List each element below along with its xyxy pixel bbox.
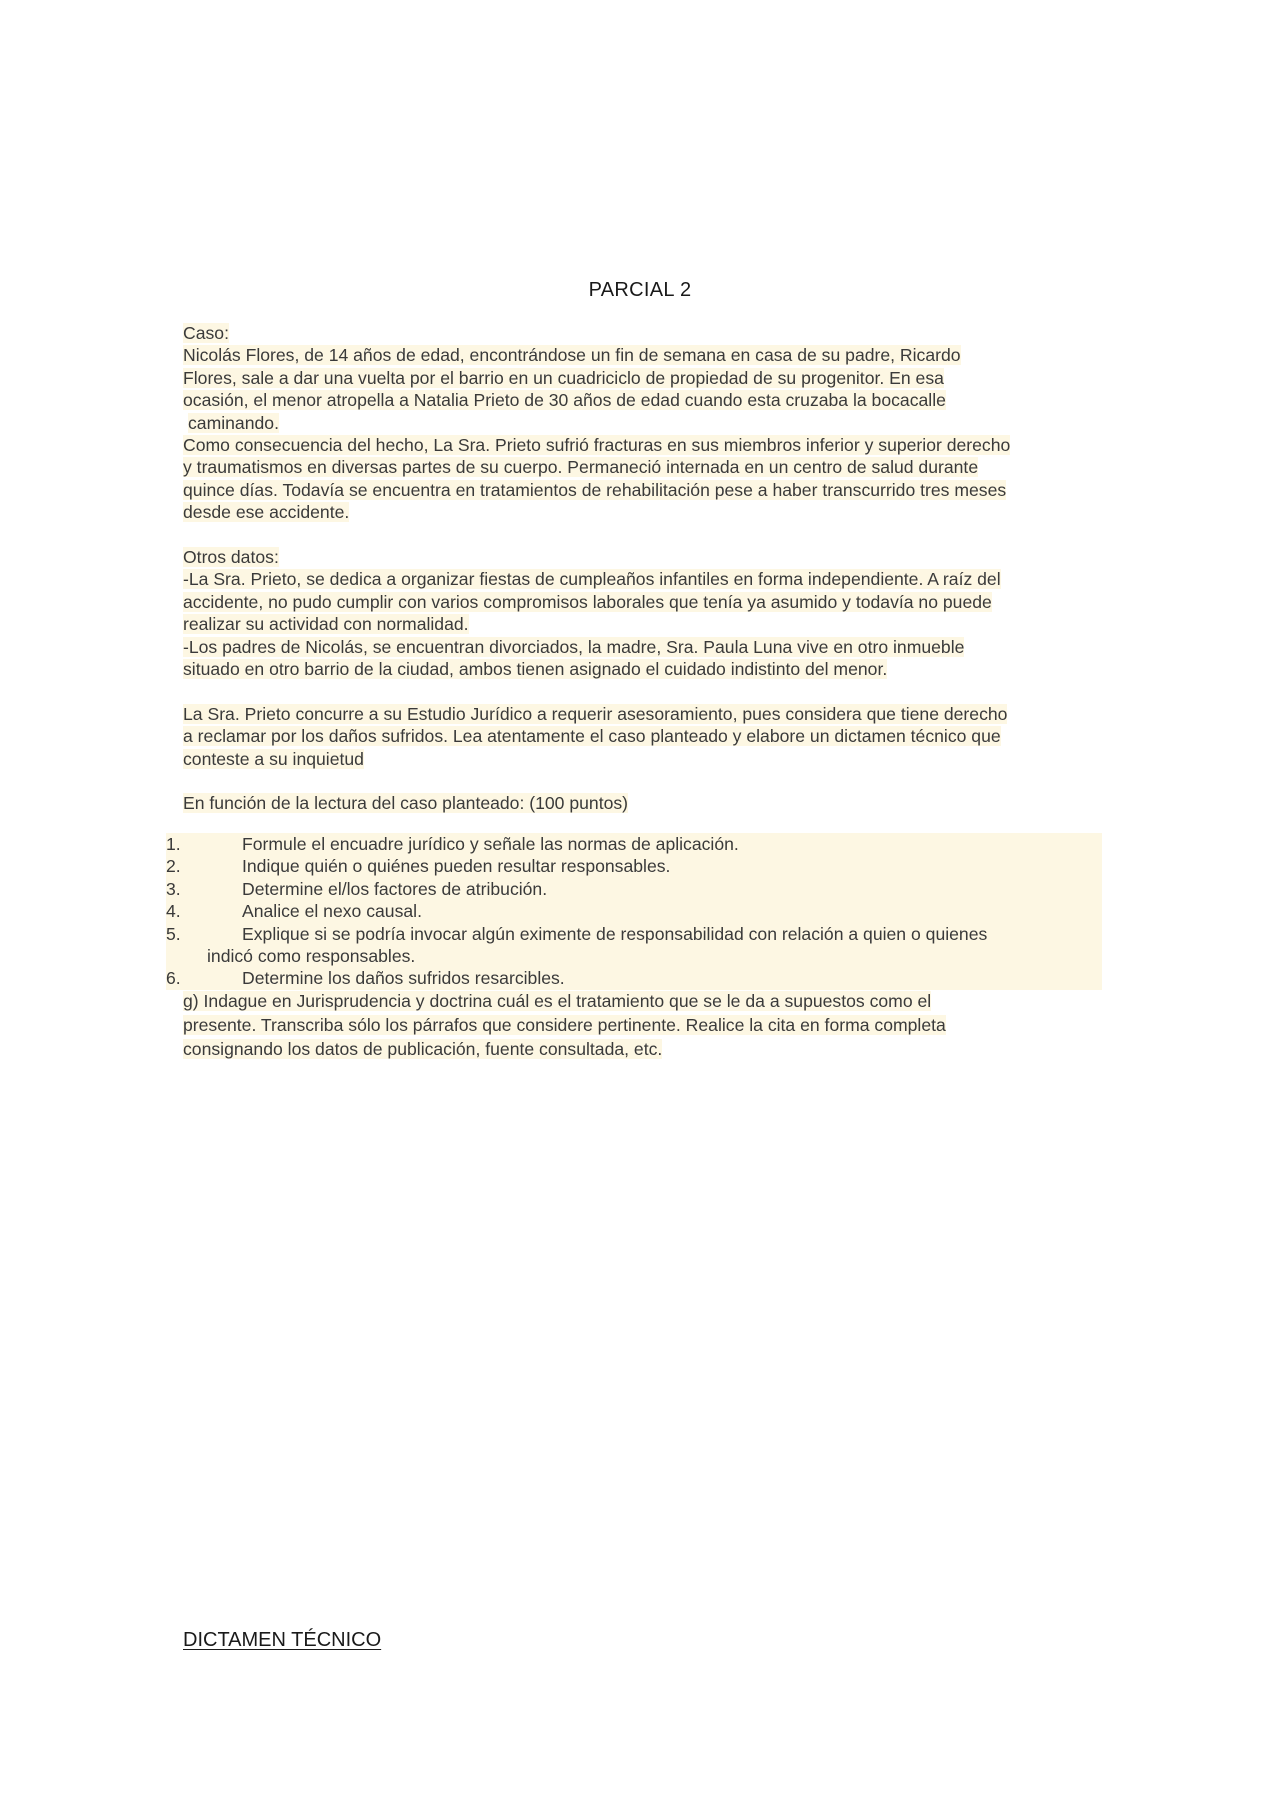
- list-item-number: 5.: [166, 923, 181, 944]
- item-g-line: consignando los datos de publicación, fuente consultada, etc.: [183, 1039, 663, 1059]
- list-item-text: Explique si se podría invocar algún eximente de responsabilidad con relación a quien o quienes: [242, 923, 988, 944]
- list-item-number: 2.: [166, 856, 181, 877]
- dictamen-heading: DICTAMEN TÉCNICO: [183, 1629, 382, 1651]
- caso-line: desde ese accidente.: [183, 502, 350, 523]
- caso-line: y traumatismos en diversas partes de su cuerpo. Permaneció internada en un centro de salud durante: [183, 457, 979, 478]
- list-item: [166, 878, 1102, 900]
- list-item: [166, 967, 1102, 989]
- caso-line: ocasión, el menor atropella a Natalia Prieto de 30 años de edad cuando esta cruzaba la bocacalle: [183, 390, 946, 411]
- item-g-line: presente. Transcriba sólo los párrafos que considere pertinente. Realice la cita en forma completa: [183, 1015, 946, 1035]
- caso-line: quince días. Todavía se encuentra en tratamientos de rehabilitación pese a haber transcurrido tres meses: [183, 479, 1007, 500]
- list-item: [166, 923, 1102, 945]
- document-title: PARCIAL 2: [588, 279, 692, 301]
- list-item-text: Analice el nexo causal.: [242, 901, 422, 922]
- case-body: [183, 322, 1103, 815]
- consulta-line: conteste a su inquietud: [183, 748, 364, 769]
- list-item-text: Determine los daños sufridos resarcibles.: [242, 968, 565, 989]
- otros-heading: Otros datos:: [183, 547, 279, 568]
- caso-heading: Caso:: [183, 323, 229, 343]
- list-item: [166, 855, 1102, 877]
- list-item-number: 6.: [166, 968, 181, 989]
- otros-line: -Los padres de Nicolás, se encuentran divorciados, la madre, Sra. Paula Luna vive en otro inmueble: [183, 636, 965, 657]
- otros-line: -La Sra. Prieto, se dedica a organizar fiestas de cumpleaños infantiles en forma independiente. A raíz del: [183, 569, 1001, 590]
- list-item-text: Formule el encuadre jurídico y señale las normas de aplicación.: [242, 834, 739, 854]
- list-item-number: 4.: [166, 901, 181, 922]
- otros-line: situado en otro barrio de la ciudad, ambos tienen asignado el cuidado indistinto del menor.: [183, 659, 888, 680]
- item-g: [183, 989, 1103, 1061]
- otros-line: realizar su actividad con normalidad.: [183, 614, 469, 635]
- question-list: [166, 833, 1102, 990]
- list-item-continuation: indicó como responsables.: [207, 946, 416, 967]
- otros-line: accidente, no pudo cumplir con varios compromisos laborales que tenía ya asumido y todavía no puede: [183, 591, 992, 612]
- caso-line: Nicolás Flores, de 14 años de edad, encontrándose un fin de semana en casa de su padre, Ricardo: [183, 345, 961, 366]
- caso-line: Flores, sale a dar una vuelta por el barrio en un cuadriciclo de propiedad de su progenitor. En esa: [183, 367, 944, 388]
- list-item-text: Indique quién o quiénes pueden resultar responsables.: [242, 856, 671, 877]
- consulta-line: La Sra. Prieto concurre a su Estudio Jurídico a requerir asesoramiento, pues considera que tiene derecho: [183, 703, 1008, 724]
- list-item-number: 3.: [166, 878, 181, 899]
- caso-line: Como consecuencia del hecho, La Sra. Prieto sufrió fracturas en sus miembros inferior y superior derecho: [183, 435, 1011, 456]
- item-g-line: g) Indague en Jurisprudencia y doctrina cuál es el tratamiento que se le da a supuestos como el: [183, 991, 932, 1011]
- list-item: [166, 900, 1102, 922]
- list-item-number: 1.: [166, 834, 181, 854]
- consulta-line: a reclamar por los daños sufridos. Lea atentamente el caso planteado y elabore un dictamen técnico que: [183, 726, 1001, 747]
- caso-line: caminando.: [188, 412, 279, 433]
- list-item: [166, 833, 1102, 855]
- list-item-text: Determine el/los factores de atribución.: [242, 878, 548, 899]
- instruccion-text: En función de la lectura del caso planteado: (100 puntos): [183, 793, 629, 814]
